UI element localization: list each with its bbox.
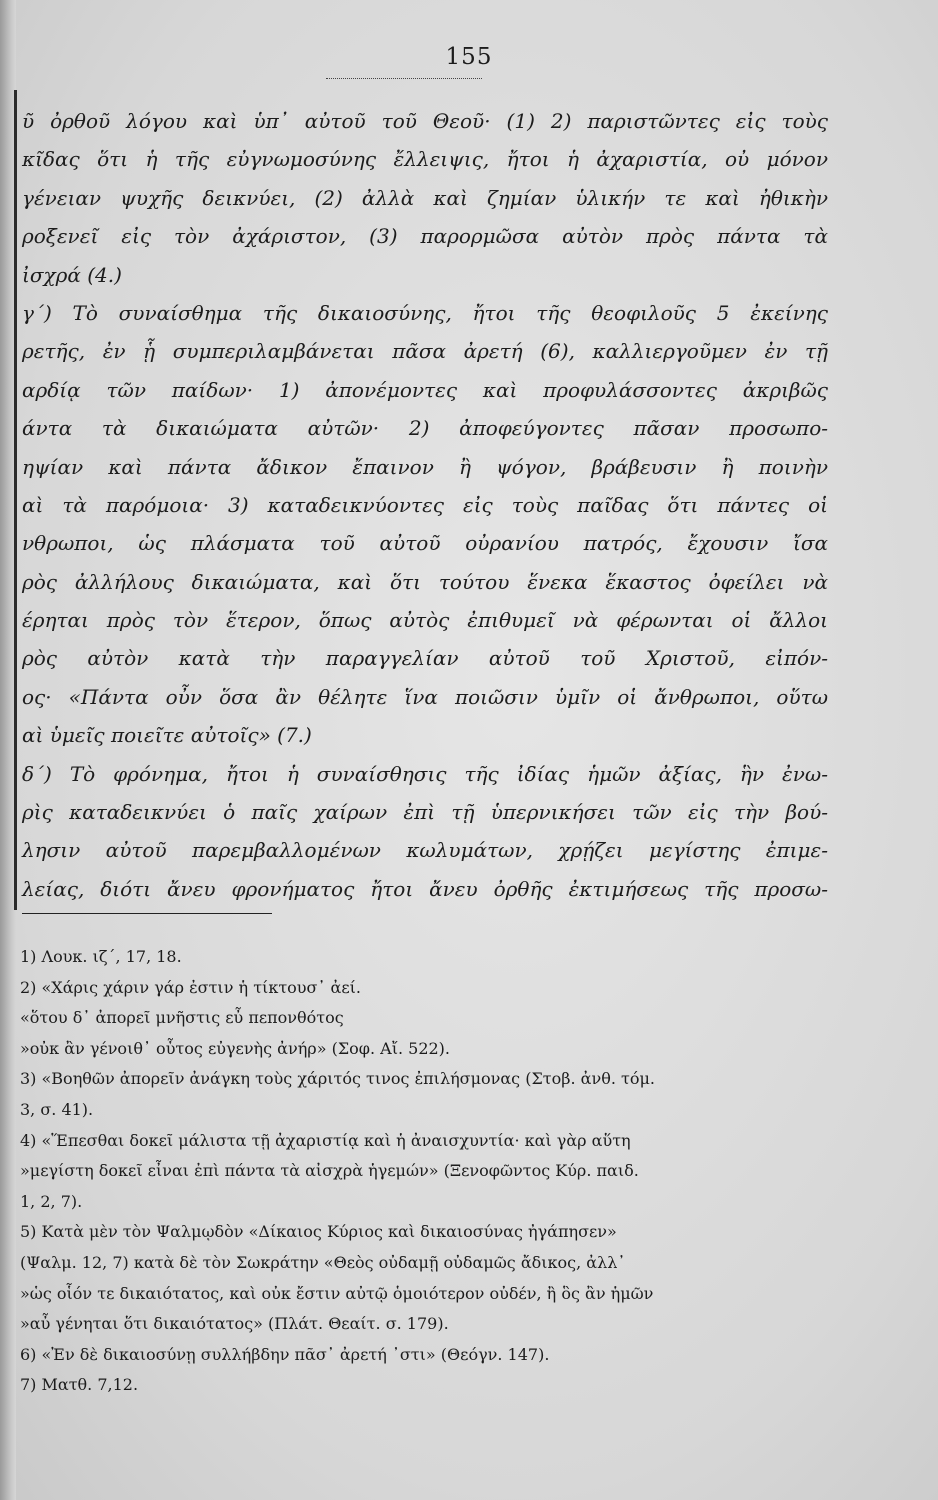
footnote-line: 1, 2, 7). — [20, 1191, 83, 1211]
footnote-line: (Ψαλμ. 12, 7) κατὰ δὲ τὸν Σωκράτην «Θεὸς οὐδαμῇ οὐδαμῶς ἄδικος, ἀλλ᾽ — [20, 1252, 626, 1272]
text-line: ἰσχρά (4.) — [22, 262, 122, 287]
footnote-line: »οὐκ ἂν γένοιθ᾽ οὗτος εὐγενὴς ἀνήρ» (Σοφ. Αἴ. 522). — [20, 1038, 450, 1058]
text-line: ρὶς καταδεικνύει ὁ παῖς χαίρων ἐπὶ τῇ ὑπερνικήσει τῶν εἰς τὴν βού- — [22, 800, 828, 825]
text-line: ος· «Πάντα οὖν ὅσα ἂν θέλητε ἵνα ποιῶσιν ὑμῖν οἱ ἄνθρωποι, οὕτω — [22, 684, 828, 709]
footnote-line: »ὡς οἷόν τε δικαιότατος, καὶ οὐκ ἔστιν αὐτῷ ὁμοιότερον οὐδέν, ἢ ὃς ἂν ἡμῶν — [20, 1283, 654, 1303]
footnote-line: 3, σ. 41). — [20, 1099, 94, 1119]
footnote-line: 6) «Ἐν δὲ δικαιοσύνῃ συλλήβδην πᾶσ᾽ ἀρετή ᾽στι» (Θεόγν. 147). — [20, 1344, 550, 1364]
text-line: γένειαν ψυχῆς δεικνύει, (2) ἀλλὰ καὶ ζημίαν ὑλικήν τε καὶ ἠθικὴν — [22, 185, 828, 210]
footnote-line: 3) «Βοηθῶν ἀπορεῖν ἀνάγκη τοὺς χάριτός τινος ἐπιλήσμονας (Στοβ. ἀνθ. τόμ. — [20, 1069, 655, 1089]
text-line: ρετῆς, ἐν ᾗ συμπεριλαμβάνεται πᾶσα ἀρετή (6), καλλιεργοῦμεν ἐν τῇ — [22, 339, 828, 364]
text-line: αὶ ὑμεῖς ποιεῖτε αὐτοῖς» (7.) — [22, 723, 312, 748]
text-line: ῦ ὀρθοῦ λόγου καὶ ὑπ᾽ αὐτοῦ τοῦ Θεοῦ· (1) 2) παριστῶντες εἰς τοὺς — [22, 109, 828, 133]
text-line: ρὸς αὐτὸν κατὰ τὴν παραγγελίαν αὐτοῦ τοῦ Χριστοῦ, εἰπόν- — [22, 646, 828, 671]
text-line: ρὸς ἀλλήλους δικαιώματα, καὶ ὅτι τούτου ἕνεκα ἕκαστος ὀφείλει νὰ — [22, 569, 828, 594]
footnote-line: 4) «Ἕπεσθαι δοκεῖ μάλιστα τῇ ἀχαριστίᾳ καὶ ἡ ἀναισχυντία· καὶ γὰρ αὕτη — [20, 1130, 631, 1150]
text-line: δ΄) Τὸ φρόνημα, ἤτοι ἡ συναίσθησις τῆς ἰδίας ἡμῶν ἀξίας, ἣν ἐνω- — [22, 761, 828, 786]
text-line: ηψίαν καὶ πάντα ἄδικον ἔπαινον ἢ ψόγον, βράβευσιν ἢ ποινὴν — [22, 454, 828, 479]
footnote-line: «ὅτου δ᾽ ἀπορεῖ μνῆστις εὖ πεπονθότος — [20, 1008, 344, 1028]
footnote-line: 5) Κατὰ μὲν τὸν Ψαλμῳδὸν «Δίκαιος Κύριος καὶ δικαιοσύνας ἠγάπησεν» — [20, 1222, 617, 1242]
footnote-line: 2) «Χάρις χάριν γάρ ἐστιν ἡ τίκτουσ᾽ ἀεί. — [20, 977, 361, 997]
footnote-line: »μεγίστη δοκεῖ εἶναι ἐπὶ πάντα τὰ αἰσχρὰ ἡγεμών» (Ξενοφῶντος Κύρ. παιδ. — [20, 1161, 639, 1181]
text-line: λησιν αὐτοῦ παρεμβαλλομένων κωλυμάτων, χρῄζει μεγίστης ἐπιμε- — [22, 838, 828, 863]
body-text — [22, 102, 828, 908]
text-line: λείας, διότι ἄνευ φρονήματος ἤτοι ἄνευ ὀρθῆς ἐκτιμήσεως τῆς προσω- — [22, 876, 828, 901]
text-line: ροξενεῖ εἰς τὸν ἀχάριστον, (3) παρορμῶσα αὐτὸν πρὸς πάντα τὰ — [22, 224, 828, 249]
text-line: κῖδας ὅτι ἡ τῆς εὐγνωμοσύνης ἔλλειψις, ἤτοι ἡ ἀχαριστία, οὐ μόνον — [22, 147, 828, 172]
text-line: έρηται πρὸς τὸν ἕτερον, ὅπως αὐτὸς ἐπιθυμεῖ νὰ φέρωνται οἱ ἄλλοι — [22, 608, 828, 633]
text-line: αρδίᾳ τῶν παίδων· 1) ἀπονέμοντες καὶ προφυλάσσοντες ἀκριβῶς — [22, 377, 828, 402]
header-rule — [326, 78, 482, 79]
footnotes — [20, 942, 846, 1401]
binding-edge-line — [14, 90, 17, 910]
footnote-line: 1) Λουκ. ιζ΄, 17, 18. — [20, 947, 182, 966]
page-number: 155 — [445, 44, 493, 70]
footnote-line: 7) Ματθ. 7,12. — [20, 1375, 139, 1395]
footnote-line: »αὖ γένηται ὅτι δικαιότατος» (Πλάτ. Θεαίτ. σ. 179). — [20, 1314, 449, 1334]
text-line: νθρωποι, ὡς πλάσματα τοῦ αὐτοῦ οὐρανίου πατρός, ἔχουσιν ἴσα — [22, 531, 828, 556]
text-line: άντα τὰ δικαιώματα αὐτῶν· 2) ἀποφεύγοντες πᾶσαν προσωπο- — [22, 416, 828, 441]
footnote-separator — [22, 913, 272, 914]
text-line: γ΄) Τὸ συναίσθημα τῆς δικαιοσύνης, ἤτοι τῆς θεοφιλοῦς 5 ἐκείνης — [22, 300, 828, 325]
text-line: αὶ τὰ παρόμοια· 3) καταδεικνύοντες εἰς τοὺς παῖδας ὅτι πάντες οἱ — [22, 492, 828, 517]
